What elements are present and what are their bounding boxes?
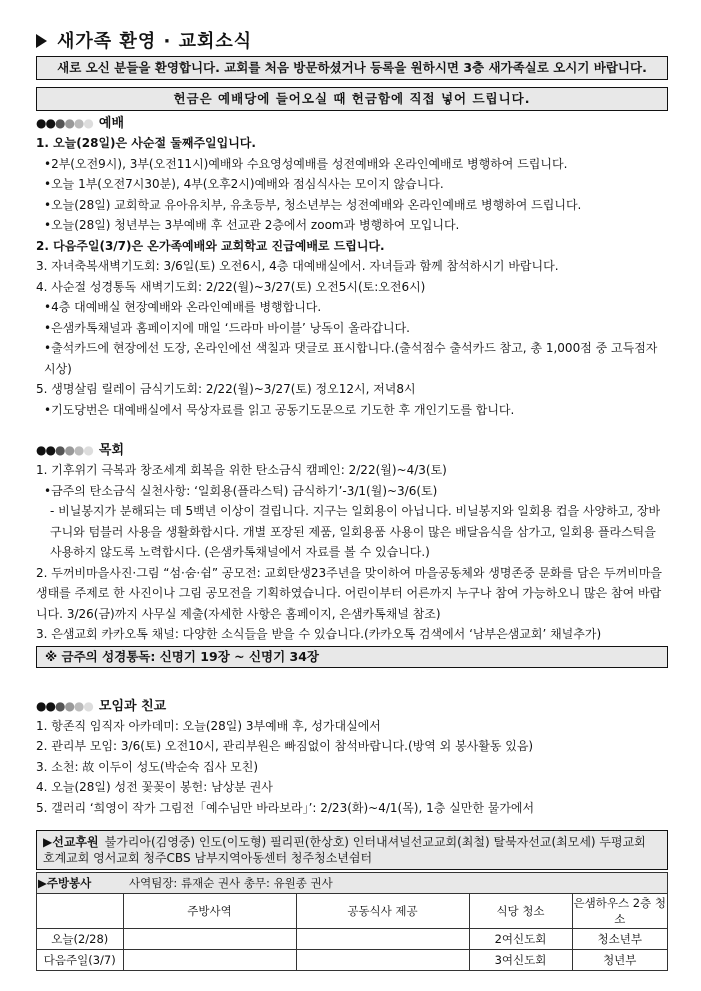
worship-item: •2부(오전9시), 3부(오전11시)예배와 수요영성예배를 성전예배와 온라인예배로 병행하여 드립니다. <box>44 156 568 171</box>
table-cell <box>123 929 296 950</box>
table-header <box>37 894 124 929</box>
dots-icon: ●●●●●● <box>36 443 93 457</box>
worship-item: •은샘카톡채널과 홈페이지에 매일 ‘드라마 바이블’ 낭독이 올라갑니다. <box>44 320 410 335</box>
ministry-heading: ●●●●●● 목회 <box>36 440 668 460</box>
fellowship-item: 3. 소천: 故 이두이 성도(박순숙 집사 모친) <box>36 759 259 774</box>
missions-box <box>36 830 668 870</box>
fellowship-heading: ●●●●●● 모임과 친교 <box>36 696 668 716</box>
ministry-item: - 비닐봉지가 분해되는 데 5백년 이상이 걸립니다. 지구는 일회용이 아닙니다. 비닐봉지와 일회용 컵을 사양하고, 장바구니와 텀블러 사용을 생활화합시다. 개별 포장된 제품, 일회용품 사용이 많은 배달음식을 삼가고, 일회용 플라스틱을 사용하지 않도록 노력합시다. (은샘카톡채널에서 자료를 볼 수 있습니다.) <box>50 504 661 559</box>
worship-item: •오늘 1부(오전7시30분), 4부(오후2시)예배와 점심식사는 모이지 않습니다. <box>44 177 444 191</box>
table-cell <box>296 950 469 971</box>
table-header: 은샘하우스 2층 청소 <box>572 894 668 929</box>
worship-item: 4. 사순절 성경통독 새벽기도회: 2/22(월)~3/27(토) 오전5시(토:오전6시) <box>36 279 426 294</box>
ministry-item: •금주의 탄소금식 실천사항: ‘일회용(플라스틱) 금식하기’-3/1(월)~3/6(토) <box>44 483 438 498</box>
kitchen-label: ▶주방봉사 <box>37 873 124 894</box>
dots-icon: ●●●●●● <box>36 698 93 713</box>
fellowship-item: 2. 관리부 모임: 3/6(토) 오전10시, 관리부원은 빠짐없이 참석바랍니다.(방역 외 봉사활동 있음) <box>36 739 534 753</box>
worship-item: •오늘(28일) 교회학교 유아유치부, 유초등부, 청소년부는 성전예배와 온라인예배로 병행하여 드립니다. <box>44 197 582 212</box>
missions-label: ▶선교후원 <box>43 835 99 849</box>
triangle-bullet-icon <box>36 34 47 48</box>
table-cell: 2여신도회 <box>469 929 572 950</box>
offering-box: 헌금은 예배당에 들어오실 때 헌금함에 직접 넣어 드립니다. <box>36 87 668 111</box>
missions-text: 불가리아(김영중) 인도(이도형) 필리핀(한상호) 인터내셔널선교교회(최철) 탈북자선교(최모세) 두평교회 호계교회 영서교회 청주CBS 남부지역아동센터 청주청소년쉼터 <box>43 835 646 865</box>
ministry-item: 2. 두꺼비마을사진·그림 “섬·숨·쉼” 공모전: 교회탄생23주년을 맞이하여 마을공동체와 생명존중 문화를 담은 두꺼비마을 생태를 주제로 한 사진이나 그림 공모전을 기획하였습니다. 어린이부터 어른까지 누구나 참여 가능하오니 많은 참여 바랍니다. 3/26(금)까지 사무실 제출(자세한 사항은 홈페이지, 은샘카톡채널 참조) <box>36 565 663 621</box>
table-header: 주방사역 <box>123 894 296 929</box>
table-cell: 오늘(2/28) <box>37 929 124 950</box>
welcome-box: 새로 오신 분들을 환영합니다. 교회를 처음 방문하셨거나 등록을 원하시면 3층 새가족실로 오시기 바랍니다. <box>36 56 668 80</box>
kitchen-table <box>36 872 668 971</box>
dots-icon: ●●●●●● <box>36 116 93 130</box>
page-title: 새가족 환영 · 교회소식 <box>36 30 668 54</box>
fellowship-item: 5. 갤러리 ‘희영이 작가 그림전「예수님만 바라보라」’: 2/23(화)~4/1(목), 1층 실만한 물가에서 <box>36 800 535 815</box>
table-row <box>37 929 668 950</box>
kitchen-leaders: 사역팀장: 류재순 권사 총무: 유원종 권사 <box>123 873 668 894</box>
worship-heading: ●●●●●● 예배 <box>36 113 668 133</box>
worship-item: •오늘(28일) 청년부는 3부예배 후 선교관 2층에서 zoom과 병행하여 모입니다. <box>44 218 460 232</box>
worship-item: 5. 생명살림 릴레이 금식기도회: 2/22(월)~3/27(토) 정오12시, 저녁8시 <box>36 382 416 396</box>
bulletin-page <box>36 30 668 971</box>
worship-item: •기도당번은 대예배실에서 묵상자료를 읽고 공동기도문으로 기도한 후 개인기도를 합니다. <box>44 402 515 417</box>
table-cell <box>123 950 296 971</box>
worship-item: 1. 오늘(28일)은 사순절 둘째주일입니다. <box>36 136 256 150</box>
fellowship-item: 4. 오늘(28일) 성전 꽃꽂이 봉헌: 남상분 권사 <box>36 780 273 794</box>
table-header: 공동식사 제공 <box>296 894 469 929</box>
table-cell: 3여신도회 <box>469 950 572 971</box>
table-header: 식당 청소 <box>469 894 572 929</box>
table-cell: 청소년부 <box>572 929 668 950</box>
table-cell: 청년부 <box>572 950 668 971</box>
table-row <box>37 950 668 971</box>
worship-item: •4층 대예배실 현장예배와 온라인예배를 병행합니다. <box>44 300 322 314</box>
ministry-item: 3. 은샘교회 카카오톡 채널: 다양한 소식들을 받을 수 있습니다.(카카오톡 검색에서 ‘남부은샘교회’ 채널추가) <box>36 627 602 641</box>
bible-reading-box: ※ 금주의 성경통독: 신명기 19장 ~ 신명기 34장 <box>36 646 668 668</box>
table-cell <box>296 929 469 950</box>
worship-item: 3. 자녀축복새벽기도회: 3/6일(토) 오전6시, 4층 대예배실에서. 자녀들과 함께 참석하시기 바랍니다. <box>36 259 559 273</box>
fellowship-item: 1. 항존직 임직자 아카데미: 오늘(28일) 3부예배 후, 성가대실에서 <box>36 718 381 733</box>
worship-item: •출석카드에 현장에선 도장, 온라인에선 색칠과 댓글로 표시합니다.(출석점수 출석카드 참고, 총 1,000점 중 고득점자 시상) <box>44 341 658 376</box>
ministry-item: 1. 기후위기 극복과 창조세계 회복을 위한 탄소금식 캠페인: 2/22(월)~4/3(토) <box>36 463 447 477</box>
worship-item: 2. 다음주일(3/7)은 온가족예배와 교회학교 진급예배로 드립니다. <box>36 238 385 253</box>
table-cell: 다음주일(3/7) <box>37 950 124 971</box>
